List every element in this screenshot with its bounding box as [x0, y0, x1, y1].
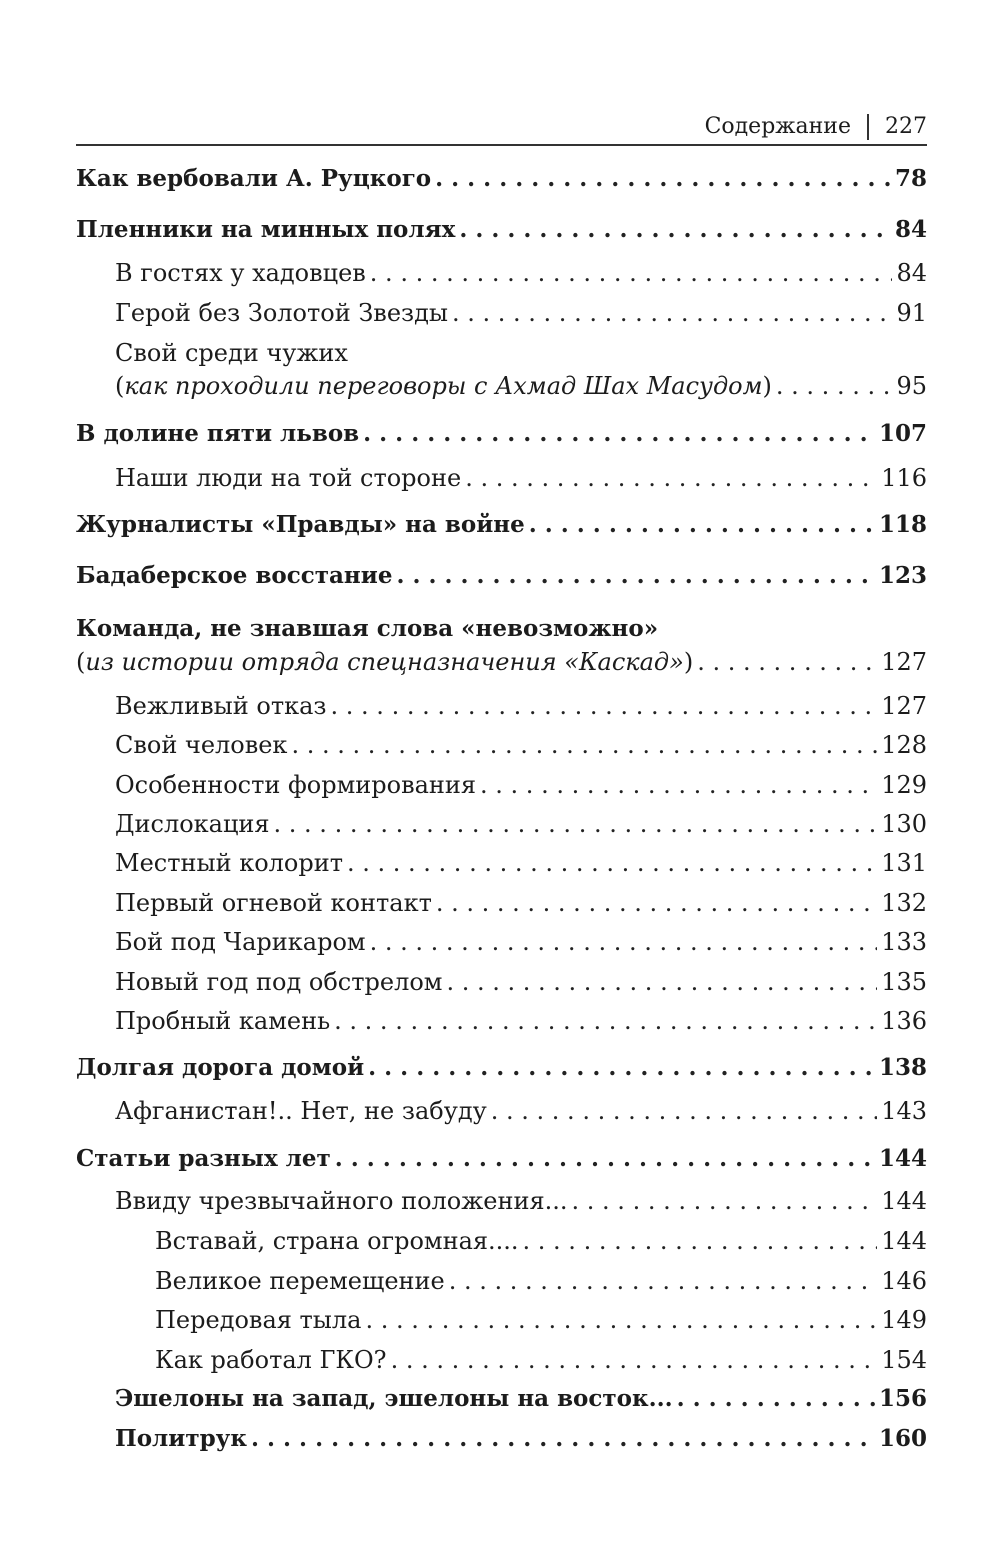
leader-dots — [436, 888, 877, 918]
toc-entry-page: 127 — [881, 648, 927, 676]
leader-dots — [368, 1053, 875, 1083]
toc-entry-subtitle: (как проходили переговоры с Ахмад Шах Масудом) — [115, 372, 772, 400]
toc-entry[interactable] — [0, 927, 927, 957]
leader-dots — [363, 419, 875, 449]
leader-dots — [446, 967, 877, 997]
toc-entry-page: 136 — [881, 1007, 927, 1035]
header-divider — [867, 114, 869, 140]
toc-entry-title: Статьи разных лет — [76, 1145, 331, 1172]
leader-dots — [776, 371, 893, 401]
running-header — [76, 112, 927, 146]
toc-entry-title: Ввиду чрезвычайного положения... — [115, 1187, 568, 1215]
toc-entry-title: Бой под Чарикаром — [115, 928, 366, 956]
toc-entry-subtitle-text: из истории отряда спецназначения «Каскад» — [85, 648, 684, 676]
toc-entry-title: Наши люди на той стороне — [115, 464, 462, 492]
toc-entry-title: Свой человек — [115, 731, 288, 759]
toc-entry-title: Афганистан!.. Нет, не забуду — [115, 1097, 487, 1125]
toc-entry-subtitle-text: как проходили переговоры с Ахмад Шах Масудом — [124, 372, 763, 400]
toc-entry-page: 118 — [878, 511, 927, 538]
leader-dots — [677, 1384, 875, 1414]
toc-entry-page: 132 — [881, 889, 927, 917]
leader-dots — [370, 258, 893, 288]
toc-entry-page: 146 — [881, 1267, 927, 1295]
toc-entry-page: 95 — [896, 372, 927, 400]
leader-dots — [572, 1186, 878, 1216]
toc-entry-title: Герой без Золотой Звезды — [115, 299, 448, 327]
toc-entry[interactable] — [0, 809, 927, 839]
toc-entry[interactable] — [0, 1266, 927, 1296]
leader-dots — [480, 770, 877, 800]
toc-entry[interactable] — [0, 1096, 927, 1126]
leader-dots — [365, 1305, 877, 1335]
toc-entry[interactable] — [0, 1226, 927, 1256]
toc-entry[interactable] — [0, 1384, 927, 1414]
toc-entry[interactable] — [0, 419, 927, 449]
leader-dots — [251, 1424, 875, 1454]
toc-entry[interactable] — [0, 647, 927, 677]
toc-entry-title: Вставай, страна огромная.... — [155, 1227, 519, 1255]
toc-entry-page: 127 — [881, 692, 927, 720]
toc-entry-page: 143 — [881, 1097, 927, 1125]
toc-entry-title: Передовая тыла — [155, 1306, 362, 1334]
toc-entry[interactable] — [0, 463, 927, 493]
toc-entry-title: Вежливый отказ — [115, 692, 327, 720]
leader-dots — [396, 561, 875, 591]
toc-entry[interactable] — [0, 1186, 927, 1216]
leader-dots — [331, 691, 878, 721]
toc-entry-page: 129 — [881, 771, 927, 799]
toc-entry[interactable] — [0, 1006, 927, 1036]
toc-entry-page: 84 — [894, 216, 927, 243]
toc-entry-subtitle: (из истории отряда спецназначения «Каскад») — [76, 648, 694, 676]
toc-entry[interactable] — [0, 510, 927, 540]
toc-entry-page: 107 — [878, 420, 927, 447]
leader-dots — [435, 164, 891, 194]
toc-entry-title: Новый год под обстрелом — [115, 968, 443, 996]
leader-dots — [391, 1345, 878, 1375]
toc-entry[interactable] — [0, 1053, 927, 1083]
toc-entry-title: Долгая дорога домой — [76, 1054, 365, 1081]
leader-dots — [347, 848, 877, 878]
toc-entry[interactable] — [0, 164, 927, 194]
leader-dots — [274, 809, 878, 839]
header-section-title: Содержание — [704, 114, 851, 139]
toc-entry[interactable] — [0, 298, 927, 328]
toc-entry[interactable] — [0, 1345, 927, 1375]
leader-dots — [449, 1266, 877, 1296]
toc-entry[interactable] — [0, 730, 927, 760]
toc-entry-title: В долине пяти львов — [76, 420, 360, 447]
toc-entry-page: 138 — [878, 1054, 927, 1081]
toc-entry-title: В гостях у хадовцев — [115, 259, 366, 287]
toc-entry[interactable] — [0, 1424, 927, 1454]
toc-entry-title: Пробный камень — [115, 1007, 331, 1035]
toc-entry-title[interactable]: Команда, не знавшая слова «невозможно» — [76, 615, 659, 642]
leader-dots — [291, 730, 877, 760]
leader-dots — [465, 463, 877, 493]
toc-entry-title: Дислокация — [115, 810, 270, 838]
toc-entry[interactable] — [0, 561, 927, 591]
toc-entry[interactable] — [0, 888, 927, 918]
toc-entry-title: Эшелоны на запад, эшелоны на восток... — [115, 1385, 673, 1412]
toc-entry-title: Первый огневой контакт — [115, 889, 432, 917]
toc-entry-title[interactable]: Свой среди чужих — [115, 339, 348, 367]
toc-entry[interactable] — [0, 1305, 927, 1335]
toc-entry-page: 160 — [878, 1425, 927, 1452]
toc-entry[interactable] — [0, 770, 927, 800]
toc-entry-title: Пленники на минных полях — [76, 216, 456, 243]
toc-entry-page: 144 — [881, 1187, 927, 1215]
toc-entry-page: 154 — [881, 1346, 927, 1374]
toc-entry-page: 144 — [881, 1227, 927, 1255]
toc-entry-page: 84 — [896, 259, 927, 287]
leader-dots — [335, 1144, 875, 1174]
toc-entry-title: Особенности формирования — [115, 771, 477, 799]
toc-entry[interactable] — [0, 215, 927, 245]
leader-dots — [459, 215, 891, 245]
toc-entry[interactable] — [0, 691, 927, 721]
toc-entry-title: Местный колорит — [115, 849, 343, 877]
leader-dots — [452, 298, 892, 328]
toc-entry-title: Великое перемещение — [155, 1267, 445, 1295]
toc-entry-page: 78 — [894, 165, 927, 192]
leader-dots — [523, 1226, 878, 1256]
toc-entry-page: 144 — [878, 1145, 927, 1172]
toc-entry-title: Как работал ГКО? — [155, 1346, 387, 1374]
toc-entry-page: 135 — [881, 968, 927, 996]
toc-entry[interactable] — [0, 848, 927, 878]
toc-entry-page: 149 — [881, 1306, 927, 1334]
toc-entry-page: 131 — [881, 849, 927, 877]
toc-entry-page: 116 — [881, 464, 927, 492]
toc-entry[interactable] — [0, 258, 927, 288]
toc-entry-title: Журналисты «Правды» на войне — [76, 511, 525, 538]
toc-entry-page: 133 — [881, 928, 927, 956]
toc-entry[interactable] — [0, 967, 927, 997]
toc-entry-page: 123 — [878, 562, 927, 589]
leader-dots — [334, 1006, 877, 1036]
toc-entry[interactable] — [0, 1144, 927, 1174]
leader-dots — [491, 1096, 877, 1126]
leader-dots — [697, 647, 877, 677]
leader-dots — [529, 510, 875, 540]
leader-dots — [370, 927, 878, 957]
toc-entry-title: Как вербовали А. Руцкого — [76, 165, 432, 192]
toc-entry-page: 156 — [878, 1385, 927, 1412]
toc-entry-page: 130 — [881, 810, 927, 838]
header-page-number: 227 — [885, 114, 927, 139]
toc-entry[interactable] — [0, 371, 927, 401]
toc-entry-page: 91 — [896, 299, 927, 327]
toc-entry-title: Бадаберское восстание — [76, 562, 393, 589]
toc-entry-title: Политрук — [115, 1425, 248, 1452]
toc-entry-page: 128 — [881, 731, 927, 759]
